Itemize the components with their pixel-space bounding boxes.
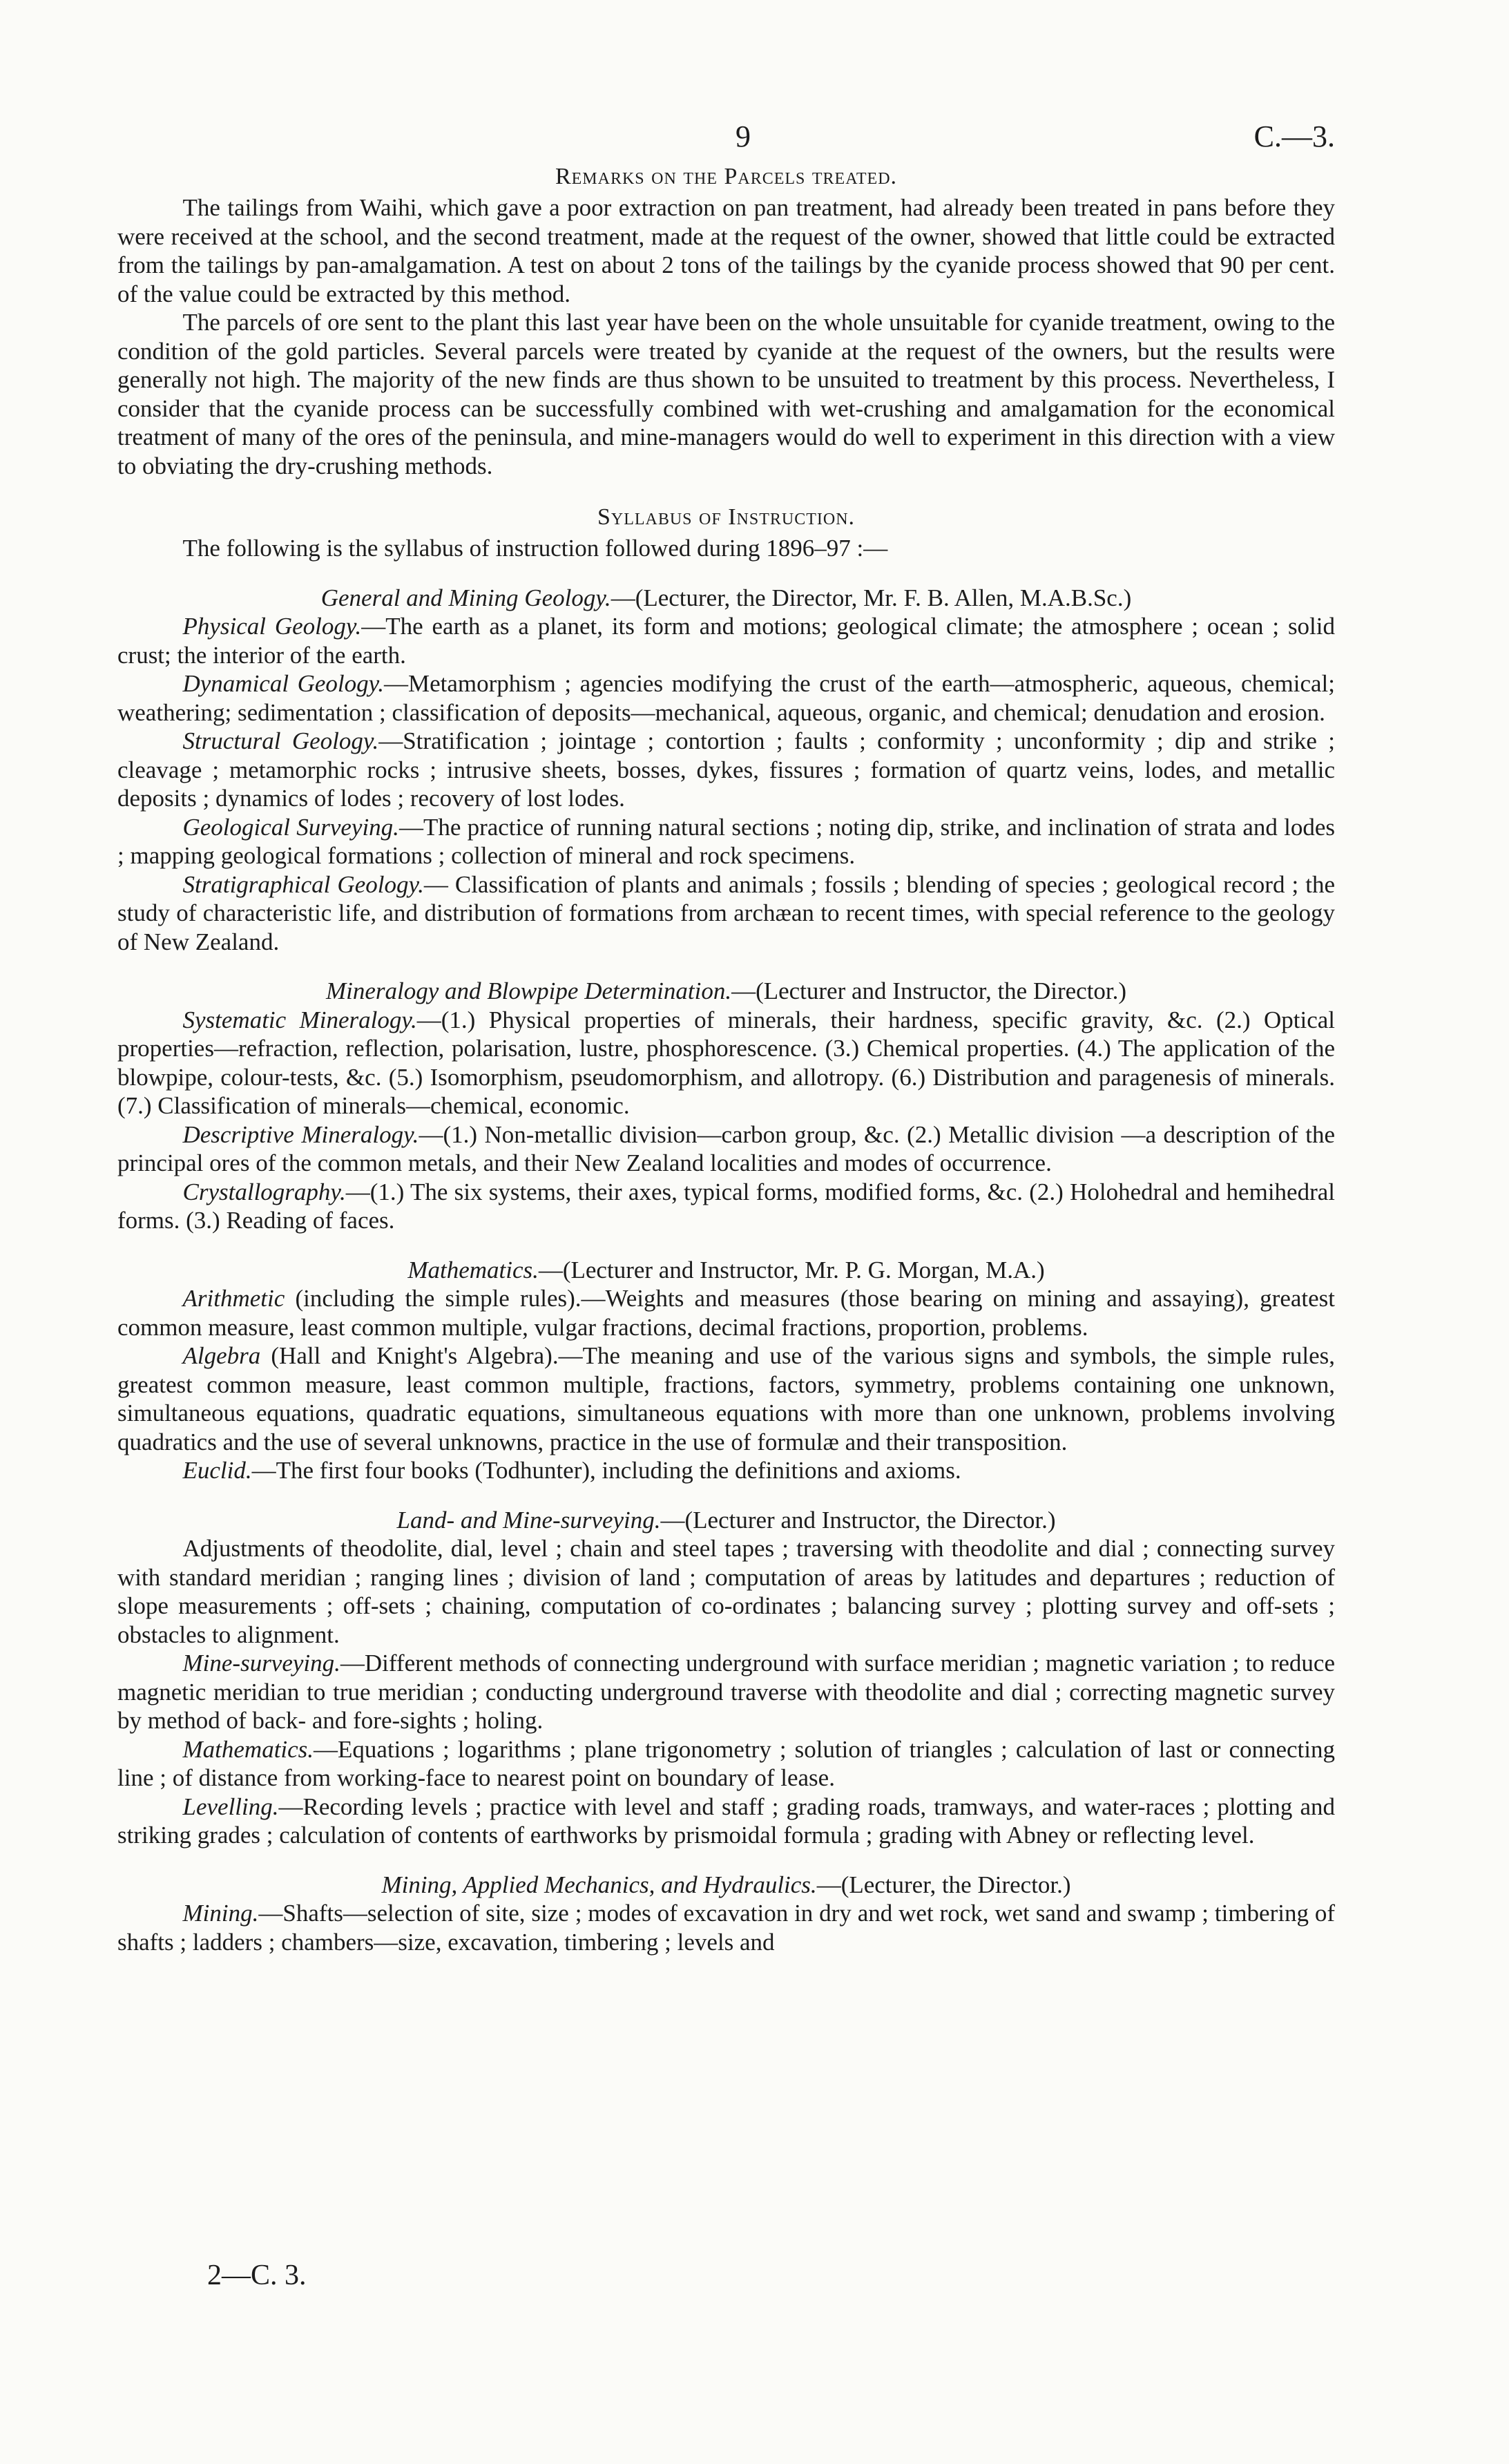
syllabus-item: Crystallography.—(1.) The six systems, their axes, typical forms, modified forms, &c. (2.) Holohedral and hemihedral forms. (3.) Reading of faces. [117, 1178, 1335, 1234]
signature-mark: 2—C. 3. [207, 2260, 307, 2291]
syllabus-item: Stratigraphical Geology.— Classification of plants and animals ; fossils ; blending of species ; geological record ; the study of characteristic life, and distribution of formations from archæan to recent times, with special reference to the geology of New Zealand. [117, 870, 1335, 955]
syllabus-item: Algebra (Hall and Knight's Algebra).—The meaning and use of the various signs and symbols, the simple rules, greatest common measure, least common multiple, fractions, factors, symmetry, problems containing one unknown, simultaneous equations, quadratic equations, simultaneous equations with more than one unknown, problems involving quadratics and the use of several unknowns, practice in the use of formulæ and their transposition. [117, 1342, 1335, 1455]
syllabus-item: Geological Surveying.—The practice of running natural sections ; noting dip, strike, and inclination of strata and lodes ; mapping geological formations ; collection of mineral and rock specimens. [117, 813, 1335, 869]
remarks-paragraph: The parcels of ore sent to the plant this last year have been on the whole unsuitable for cyanide treatment, owing to the condition of the gold particles. Several parcels were treated by cyanide at the request of the owners, but the results were generally not high. The majority of the new finds are thus shown to be unsuited to treatment by this process. Nevertheless, I consider that the cyanide process can be successfully combined with wet-crushing and amalgamation for the economical treatment of many of the ores of the peninsula, and mine-managers would do well to experiment in this direction with a view to obviating the dry-crushing methods. [117, 309, 1335, 479]
syllabus-item: Dynamical Geology.—Metamorphism ; agencies modifying the crust of the earth—atmospheric, aqueous, chemical; weathering; sedimentation ; classification of deposits—mechanical, aqueous, organic, and chemical; denudation and erosion. [117, 670, 1335, 726]
syllabus-item: Levelling.—Recording levels ; practice with level and staff ; grading roads, tramways, and water-races ; plotting and striking grades ; calculation of contents of earthworks by prismoidal formula ; grading with Abney or reflecting level. [117, 1793, 1335, 1849]
document-page [117, 111, 1335, 1956]
document-code: C.—3. [1253, 120, 1335, 153]
geology-heading: General and Mining Geology.—(Lecturer, the Director, Mr. F. B. Allen, M.A.B.Sc.) [320, 584, 1132, 611]
mining-heading: Mining, Applied Mechanics, and Hydraulics.—(Lecturer, the Director.) [381, 1871, 1071, 1898]
syllabus-item: Descriptive Mineralogy.—(1.) Non-metallic division—carbon group, &c. (2.) Metallic division —a description of the principal ores of the common metals, and their New Zealand localities and modes of occurrence. [117, 1120, 1335, 1176]
remarks-title: Remarks on the Parcels treated. [555, 164, 898, 189]
page-number: 9 [736, 120, 751, 153]
syllabus-intro: The following is the syllabus of instruction followed during 1896–97 :— [182, 535, 888, 562]
syllabus-item: Structural Geology.—Stratification ; jointage ; contortion ; faults ; conformity ; unconformity ; dip and strike ; cleavage ; metamorphic rocks ; intrusive sheets, bosses, dykes, fissures ; formation of quartz veins, lodes, and metallic deposits ; dynamics of lodes ; recovery of lost lodes. [117, 727, 1335, 812]
syllabus-title: Syllabus of Instruction. [597, 504, 856, 530]
syllabus-item: Systematic Mineralogy.—(1.) Physical properties of minerals, their hardness, specific gravity, &c. (2.) Optical properties—refraction, reflection, polarisation, lustre, phosphorescence. (3.) Chemical properties. (4.) The application of the blowpipe, colour-tests, &c. (5.) Isomorphism, pseudomorphism, and allotropy. (6.) Distribution and paragenesis of minerals. (7.) Classification of minerals—chemical, economic. [117, 1006, 1335, 1119]
syllabus-item: Euclid.—The first four books (Todhunter), including the definitions and axioms. [182, 1457, 961, 1484]
syllabus-item: Mining.—Shafts—selection of site, size ; modes of excavation in dry and wet rock, wet sand and swamp ; timbering of shafts ; ladders ; chambers—size, excavation, timbering ; levels and [117, 1900, 1335, 1956]
syllabus-item: Arithmetic (including the simple rules).—Weights and measures (those bearing on mining and assaying), greatest common measure, least common multiple, vulgar fractions, decimal fractions, proportion, problems. [117, 1285, 1335, 1341]
mathematics-heading: Mathematics.—(Lecturer and Instructor, Mr. P. G. Morgan, M.A.) [407, 1256, 1045, 1283]
remarks-paragraph: The tailings from Waihi, which gave a poor extraction on pan treatment, had already been treated in pans before they were received at the school, and the second treatment, made at the request of the owner, showed that little could be extracted from the tailings by pan-amalgamation. A test on about 2 tons of the tailings by the cyanide process showed that 90 per cent. of the value could be extracted by this method. [117, 194, 1335, 307]
syllabus-item: Mine-surveying.—Different methods of connecting underground with surface meridian ; magnetic variation ; to reduce magnetic meridian to true meridian ; conducting underground traverse with theodolite and dial ; correcting magnetic survey by method of back- and fore-sights ; holing. [117, 1650, 1335, 1734]
syllabus-item: Mathematics.—Equations ; logarithms ; plane trigonometry ; solution of triangles ; calculation of last or connecting line ; of distance from working-face to nearest point on boundary of lease. [117, 1735, 1335, 1791]
page-header [117, 111, 1335, 159]
surveying-intro: Adjustments of theodolite, dial, level ; chain and steel tapes ; traversing with theodolite and dial ; connecting survey with standard meridian ; ranging lines ; division of land ; computation of areas by latitudes and departures ; reduction of slope measurements ; off-sets ; chaining, computation of co-ordinates ; balancing survey ; plotting survey and off-sets ; obstacles to alignment. [117, 1535, 1335, 1648]
mineralogy-heading: Mineralogy and Blowpipe Determination.—(Lecturer and Instructor, the Director.) [325, 977, 1127, 1004]
surveying-heading: Land- and Mine-surveying.—(Lecturer and Instructor, the Director.) [396, 1506, 1056, 1534]
syllabus-item: Physical Geology.—The earth as a planet, its form and motions; geological climate; the atmosphere ; ocean ; solid crust; the interior of the earth. [117, 613, 1336, 669]
